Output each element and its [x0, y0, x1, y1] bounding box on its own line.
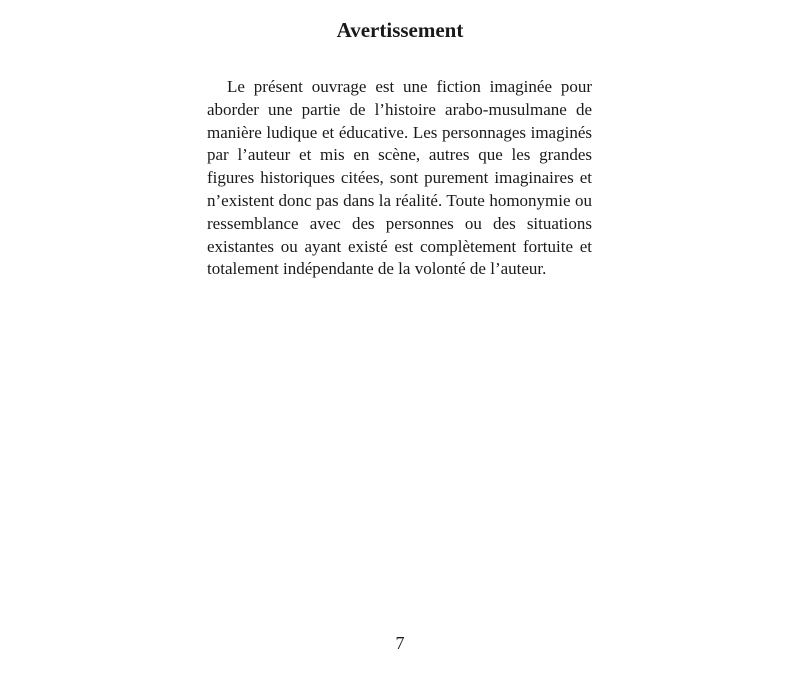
disclaimer-paragraph: Le présent ouvrage est une fiction imaginée pour aborder une partie de l’histoire arabo-musulmane de manière ludique et éducative. Les personnages imaginés par l’auteur et mis en scène, autres que les grandes figures historiques citées, sont purement imaginaires et n’existent donc pas dans la réalité. Toute homonymie ou ressemblance avec des personnes ou des situations existantes ou ayant existé est complètement fortuite et totalement indépendante de la volonté de l’auteur.: [207, 77, 592, 279]
page-title: Avertissement: [336, 18, 464, 42]
page-number: 7: [395, 633, 405, 653]
